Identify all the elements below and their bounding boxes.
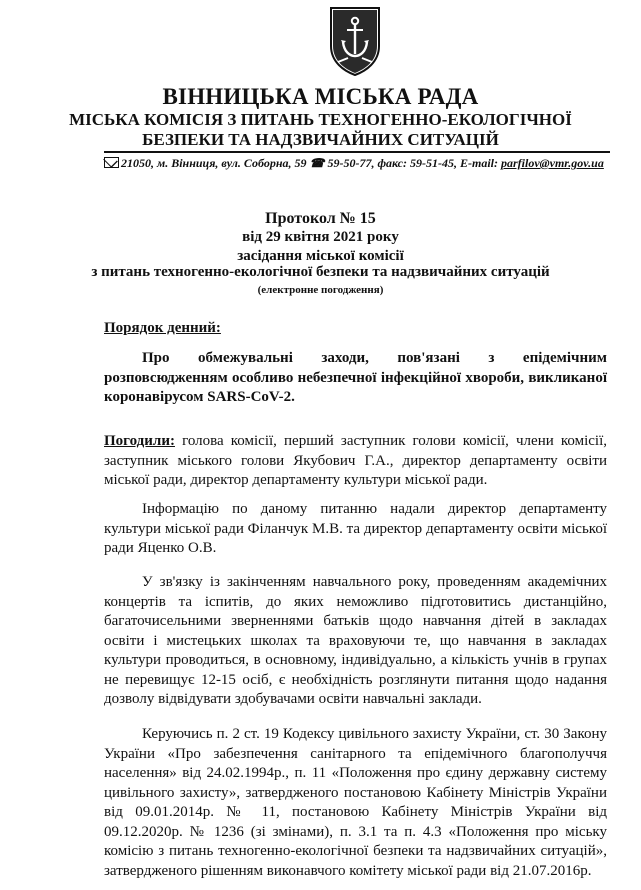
protocol-mode: (електронне погодження) [257,284,384,296]
agreed-label: Погодили: [104,433,175,449]
protocol-title: Протокол № 15 [265,210,376,227]
contacts-text: 21050, м. Вінниця, вул. Соборна, 59 ☎ 59-50-77, факс: 59-51-45, E-mail: [121,156,501,170]
org-name: ВІННИЦЬКА МІСЬКА РАДА [162,84,479,109]
header-divider [104,151,610,153]
commission-name-line2: БЕЗПЕКИ ТА НАДЗВИЧАЙНИХ СИТУАЦІЙ [142,130,499,149]
vinnytsia-coat-of-arms-icon [328,6,382,76]
commission-name [0,110,641,150]
protocol-commission: з питань техногенно-екологічної безпеки та надзвичайних ситуацій [91,264,550,280]
email-link[interactable]: parfilov@vmr.gov.ua [500,156,604,170]
protocol-meeting: засідання міської комісії [237,248,404,264]
protocol-date: від 29 квітня 2021 року [242,229,399,245]
commission-name-line1: МІСЬКА КОМІСІЯ З ПИТАНЬ ТЕХНОГЕННО-ЕКОЛОГІЧНОЇ [69,110,572,129]
reasoning-paragraph: У зв'язку із закінченням навчального року, проведенням академічних концертів та іспитів, до яких неможливо підготовитись дистанційно, багаточисельними зверненнями батьків щодо навчання дітей в закладах освіти і мистецьких школах та враховуючи те, що навчання в закладах культури проводиться, в основному, індивідуально, а кількість учнів в групах не перевищує 12-15 осіб, є необхідність розглянути питання щодо надання дозволу відвідувати здобувачами освіти навчальні заклади. [104,574,607,707]
agenda-label: Порядок денний: [104,320,221,336]
envelope-icon [104,157,119,168]
contacts-line [104,156,610,171]
agreed-text: голова комісії, перший заступник голови комісії, члени комісії, заступник міського голови Якубович Г.А., директор департаменту освіти міської ради, директор департаменту культури міської ради. [104,433,607,488]
information-paragraph: Інформацію по даному питанню надали директор департаменту культури міської ради Філанчук М.В. та директор департаменту освіти міської ради Яценко О.В. [104,501,607,556]
agenda-item: Про обмежувальні заходи, пов'язані з епідемічним розповсюдженням особливо небезпечної інфекційної хвороби, викликаної коронавірусом SARS-CoV-2. [104,350,607,405]
agreed-paragraph [104,432,607,491]
legal-basis-paragraph: Керуючись п. 2 ст. 19 Кодексу цивільного захисту України, ст. 30 Закону України «Про забезпечення санітарного та епідемічного благополуччя населення» від 24.02.1994р., п. 11 «Положення про єдину державну систему цивільного захисту», затвердженого постановою Кабінету Міністрів України від 09.01.2014р. № 11, постановою Кабінету Міністрів України від 09.12.2020р. № 1236 (зі змінами), п. 3.1 та п. 4.3 «Положення про міську комісію з питань техногенно-екологічної безпеки та надзвичайних ситуацій», затвердженого рішенням виконавчого комітету міської ради від 21.07.2016р. [104,726,607,879]
